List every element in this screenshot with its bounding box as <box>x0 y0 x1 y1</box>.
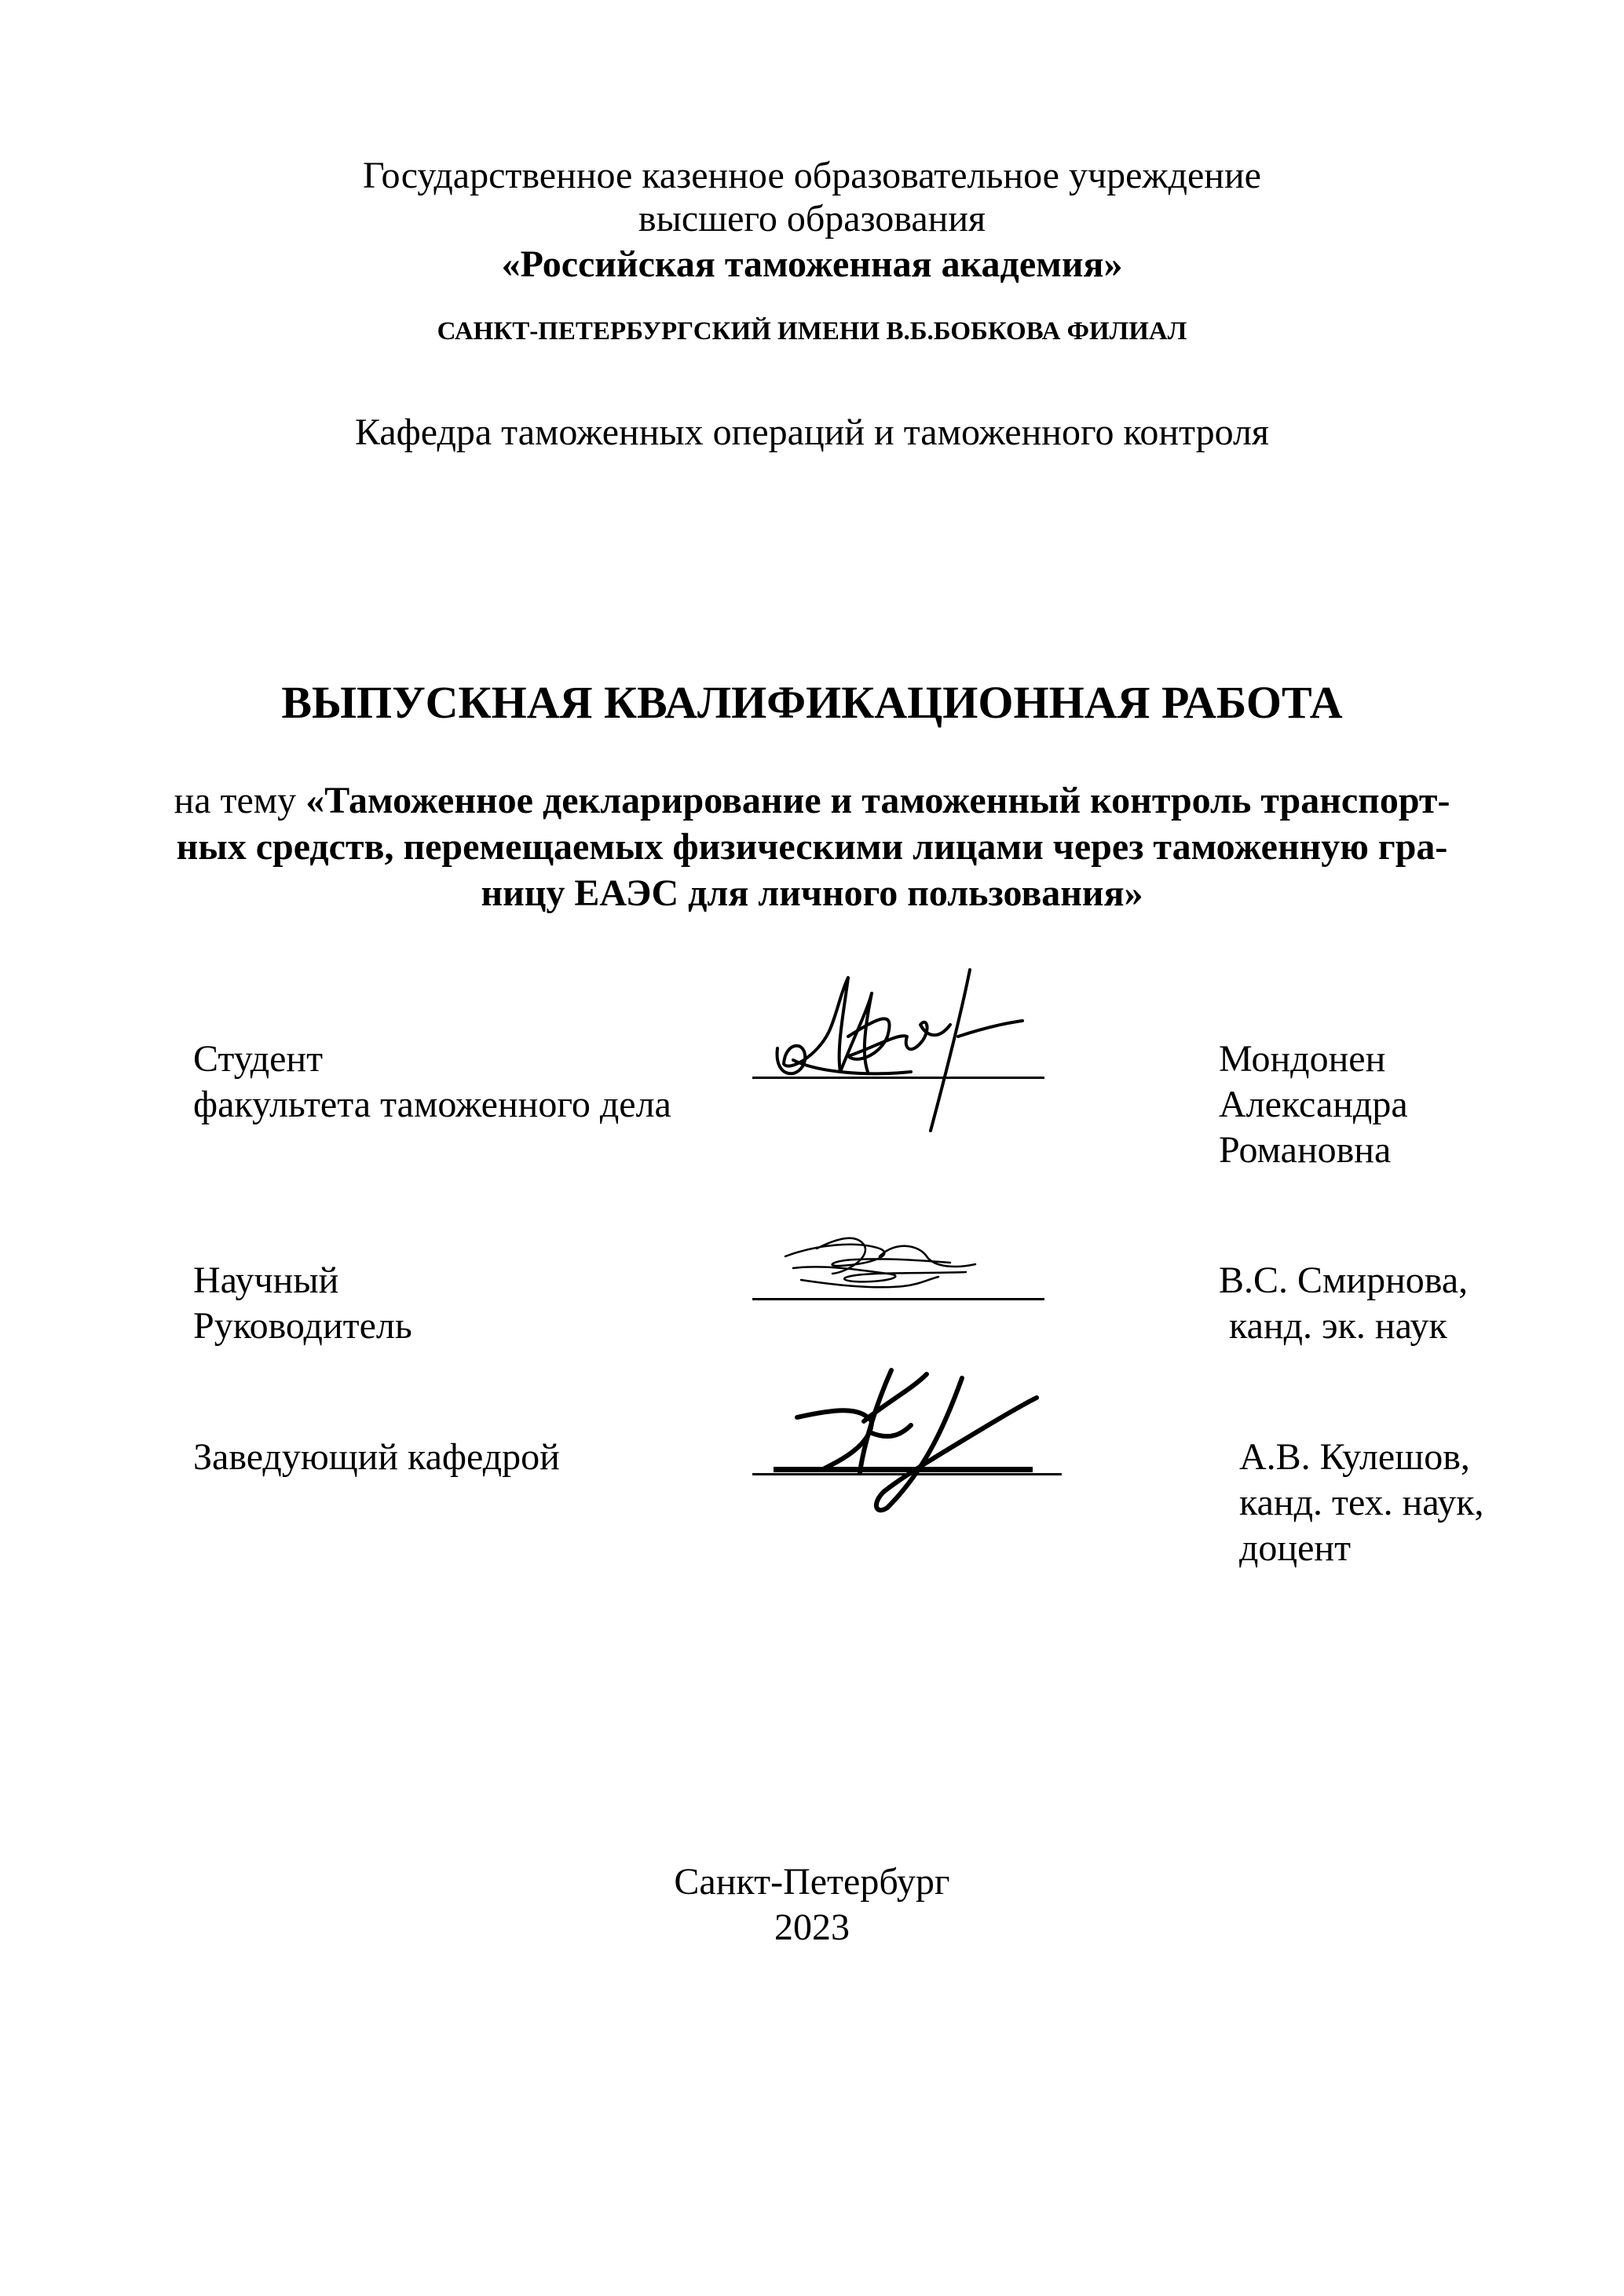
student-label: Студент <box>193 1038 324 1080</box>
student-patronymic: Романовна <box>1219 1129 1392 1171</box>
student-first-name: Александра <box>1219 1084 1408 1125</box>
institution-line-2: высшего образования <box>638 198 986 239</box>
supervisor-label: Научный <box>193 1260 339 1301</box>
branch-name: САНКТ-ПЕТЕРБУРГСКИЙ ИМЕНИ В.Б.БОБКОВА ФИЛИАЛ <box>437 317 1187 345</box>
head-degree: канд. тех. наук, <box>1239 1482 1484 1523</box>
theme-text-1: «Таможенное декларирование и таможенный контроль транспорт- <box>305 780 1450 821</box>
theme-prefix: на тему <box>174 780 306 821</box>
supervisor-degree: канд. эк. наук <box>1229 1305 1447 1347</box>
supervisor-signature <box>770 1225 982 1303</box>
head-signature <box>785 1358 1044 1515</box>
student-surname: Мондонен <box>1219 1038 1386 1080</box>
theme-line-3: ницу ЕАЭС для личного пользования» <box>481 872 1143 914</box>
year: 2023 <box>774 1907 850 1948</box>
theme-line-1 <box>118 777 1506 824</box>
head-name: А.В. Кулешов, <box>1239 1436 1470 1478</box>
academy-name: «Российская таможенная академия» <box>501 243 1123 285</box>
theme-line-2: ных средств, перемещаемых физическими лицами через таможенную гра- <box>176 826 1448 868</box>
supervisor-role: Руководитель <box>193 1305 412 1347</box>
student-signature <box>770 962 1037 1127</box>
institution-line-1: Государственное казенное образовательное учреждение <box>363 155 1261 196</box>
work-title: ВЫПУСКНАЯ КВАЛИФИКАЦИОННАЯ РАБОТА <box>281 677 1343 728</box>
head-label: Заведующий кафедрой <box>193 1436 560 1478</box>
head-title: доцент <box>1239 1527 1352 1569</box>
department-name: Кафедра таможенных операций и таможенного контроля <box>354 411 1270 453</box>
city: Санкт-Петербург <box>674 1861 950 1903</box>
student-faculty: факультета таможенного дела <box>193 1084 671 1125</box>
supervisor-name: В.С. Смирнова, <box>1219 1260 1469 1301</box>
